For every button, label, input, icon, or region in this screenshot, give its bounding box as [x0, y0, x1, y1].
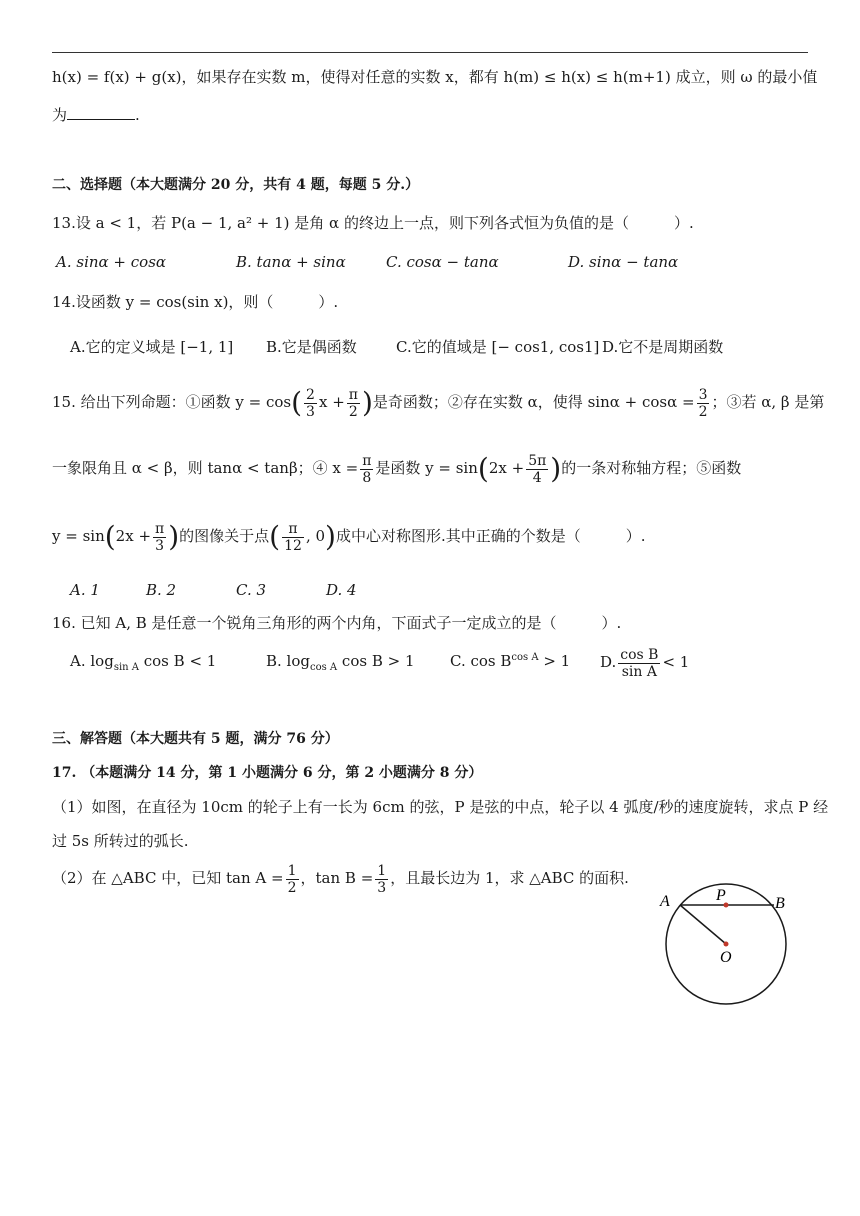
q15-option-a: A. 1: [70, 581, 100, 599]
q14-stem: 14.设函数 y = cos(sin x)，则（ ）.: [52, 293, 339, 311]
q15-text: 15. 给出下列命题：①函数 y = cos: [52, 393, 292, 411]
q15-text: 一象限角且 α < β，则 tanα < tanβ；④ x =: [52, 459, 359, 477]
q12-line1: h(x) = f(x) + g(x)，如果存在实数 m，使得对任意的实数 x，都有 h(m) ≤ h(x) ≤ h(m+1) 成立，则 ω 的最小值: [52, 68, 818, 86]
fraction: $\frac{\pi}{2}$: [348, 386, 358, 420]
q15-text: 的一条对称轴方程；⑤函数: [561, 459, 742, 477]
point-o: [724, 942, 729, 947]
label-a: A: [660, 893, 670, 910]
q16-option-c: C. $\cos B^{cos A} > 1$: [450, 652, 571, 670]
q16-option-d: D. $\frac{\text{cos B}}{\text{sin A}}$ < 1: [600, 646, 690, 680]
q15-text: 的图像关于点: [179, 527, 270, 545]
fraction: $\frac{5\pi}{4}$: [528, 452, 547, 486]
q16-option-b: B. $\log_{cos A} \cos B > 1$: [266, 652, 415, 673]
q15-line3: y = sin(2x + $\frac{\pi}{3}$ )的图像关于点( $\frac{\pi}{12}$ , 0)成中心对称图形.其中正确的个数是（ ）.: [52, 520, 646, 554]
q12-line2-pre: 为: [52, 106, 68, 124]
q12-line2: [52, 104, 140, 126]
circle-chord-figure: [654, 882, 804, 1012]
label-b: B: [775, 895, 785, 912]
q14-option-a: A.它的定义域是 [−1, 1]: [70, 338, 234, 356]
q15-text: 是奇函数；②存在实数 α，使得 sinα + cosα =: [372, 393, 695, 411]
fraction: $\frac{\pi}{12}$: [284, 520, 302, 554]
q15-line2: 一象限角且 α < β，则 tanα < tanβ；④ x = $\frac{\pi}{8}$ 是函数 y = sin(2x + $\frac{5\pi}{4}$ )的一条对称轴方程；⑤函数: [52, 452, 742, 486]
q16-option-a: A. $\log_{sin A} \cos B < 1$: [70, 652, 217, 673]
q15-text: 成中心对称图形.其中正确的个数是（ ）.: [335, 527, 646, 545]
q13-stem: 13.设 a < 1，若 P(a − 1, a² + 1) 是角 α 的终边上一点，则下列各式恒为负值的是（ ）.: [52, 214, 694, 232]
fraction: $\frac{3}{2}$: [698, 386, 708, 420]
fraction: $\frac{1}{2}$: [287, 862, 297, 896]
q15-text: 是函数 y = sin: [375, 459, 478, 477]
q17-part2: （2）在 △ABC 中，已知 tan A = $\frac{1}{2}$ ，tan B = $\frac{1}{3}$ ，且最长边为 1，求 △ABC 的面积.: [52, 862, 629, 896]
header-rule: [52, 52, 808, 53]
q16-stem: 16. 已知 A, B 是任意一个锐角三角形的两个内角，下面式子一定成立的是（ ）.: [52, 614, 622, 632]
fraction: $\frac{2}{3}$: [306, 386, 315, 420]
q15-text: ；③若 α, β 是第: [711, 393, 825, 411]
section3-heading: 三、解答题（本大题共有 5 题，满分 76 分）: [52, 731, 339, 747]
radius-ao: [680, 905, 726, 944]
q17-heading: 17. （本题满分 14 分，第 1 小题满分 6 分，第 2 小题满分 8 分）: [52, 765, 483, 781]
q13-option-b: B. tanα + sinα: [236, 253, 346, 271]
q14-option-c: C.它的值域是 [− cos1, cos1]: [396, 338, 600, 356]
section2-heading: 二、选择题（本大题满分 20 分，共有 4 题，每题 5 分.）: [52, 177, 420, 193]
q17-part1-line1: （1）如图，在直径为 10cm 的轮子上有一长为 6cm 的弦，P 是弦的中点，轮子以 4 弧度/秒的速度旋转，求点 P 经: [52, 798, 829, 816]
q15-line1: 15. 给出下列命题：①函数 y = cos( $\frac{2}{3}$ x + $\frac{\pi}{2}$ )是奇函数；②存在实数 α，使得 sinα + cosα = $\frac{3}{2}$ ；③若 α, β 是第: [52, 386, 825, 420]
label-p: P: [716, 887, 726, 904]
q15-text: y = sin: [52, 527, 105, 545]
q14-option-b: B.它是偶函数: [266, 338, 357, 356]
label-o: O: [720, 949, 732, 966]
answer-blank: [67, 107, 135, 120]
q14-option-d: D.它不是周期函数: [602, 338, 724, 356]
fraction: $\frac{\pi}{3}$: [155, 520, 165, 554]
fraction: $\frac{\pi}{8}$: [362, 452, 372, 486]
q12-line2-post: .: [135, 106, 140, 124]
q13-option-d: D. sinα − tanα: [568, 253, 679, 271]
fraction: $\frac{1}{3}$: [377, 862, 387, 896]
q15-option-c: C. 3: [236, 581, 267, 599]
q15-option-d: D. 4: [326, 581, 357, 599]
fraction: $\frac{\text{cos B}}{\text{sin A}}$: [620, 646, 659, 680]
q15-option-b: B. 2: [146, 581, 177, 599]
q13-option-a: A. sinα + cosα: [56, 253, 167, 271]
q17-part1-line2: 过 5s 所转过的弧长.: [52, 832, 189, 850]
q13-option-c: C. cosα − tanα: [386, 253, 499, 271]
